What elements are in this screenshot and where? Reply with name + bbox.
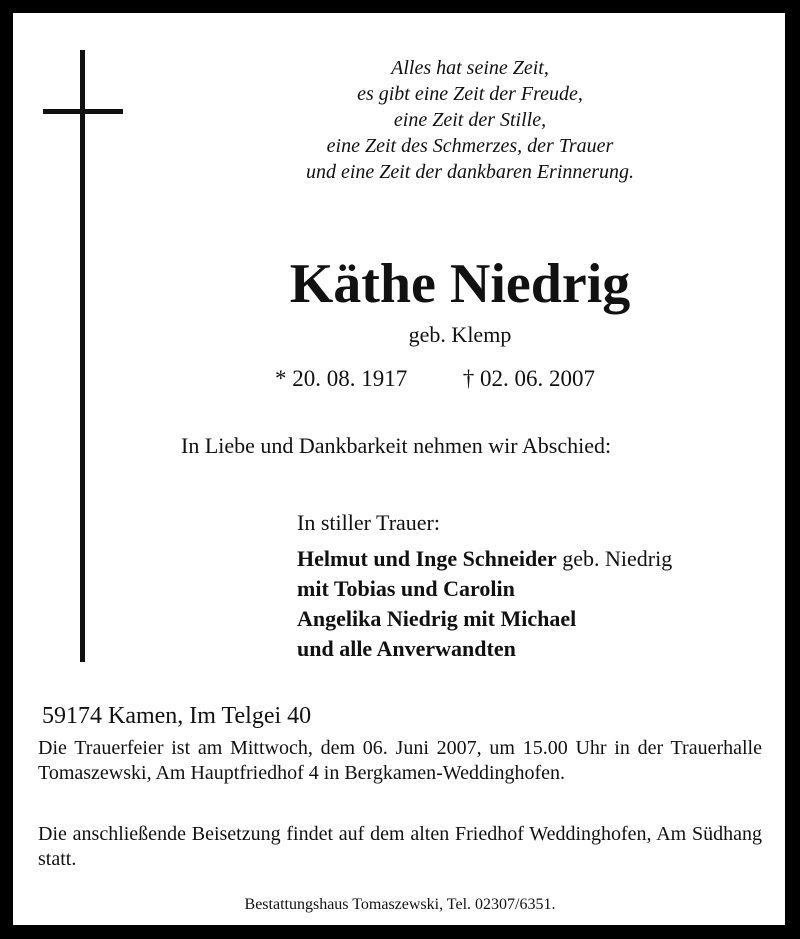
mourner: Angelika Niedrig mit Michael [297,606,577,631]
mourner: und alle Anverwandten [297,636,516,661]
dates [275,366,595,392]
deceased-name: Käthe Niedrig [289,253,631,315]
mourners [297,508,672,664]
poem-line: Alles hat seine Zeit, [391,57,549,79]
poem [250,55,690,185]
poem-line: es gibt eine Zeit der Freude, [357,83,583,105]
burial-info: Die anschließende Beisetzung findet auf dem alten Friedhof Weddinghofen, Am Südhang statt. [38,823,762,870]
mourner-maiden: geb. Niedrig [556,546,673,571]
poem-line: eine Zeit des Schmerzes, der Trauer [326,135,614,157]
death-date: † 02. 06. 2007 [462,366,595,391]
ceremony-info: Die Trauerfeier ist am Mittwoch, dem 06. Juni 2007, um 15.00 Uhr in der Trauerhalle Tomaszewski, Am Hauptfriedhof 4 in Bergkamen-Weddinghofen. [38,737,762,784]
poem-line: und eine Zeit der dankbaren Erinnerung. [305,161,635,183]
funeral-home: Bestattungshaus Tomaszewski, Tel. 02307/6351. [244,896,556,913]
farewell-line: In Liebe und Dankbarkeit nehmen wir Abschied: [181,433,612,458]
mourners-heading: In stiller Trauer: [297,510,440,535]
cross-icon [80,50,85,662]
birth-date: * 20. 08. 1917 [275,366,408,391]
mourner: mit Tobias und Carolin [297,576,515,601]
maiden-name: geb. Klemp [408,322,512,347]
poem-line: eine Zeit der Stille, [393,109,547,131]
mourner: Helmut und Inge Schneider [297,546,557,571]
cross-icon-bar [43,109,123,114]
address: 59174 Kamen, Im Telgei 40 [42,703,312,729]
